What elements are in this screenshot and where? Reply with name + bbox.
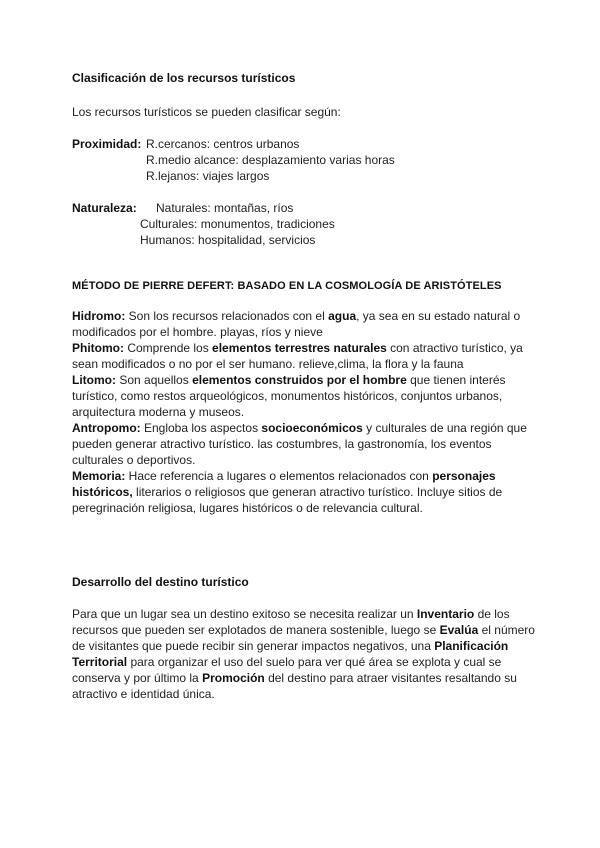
term-memoria: Memoria:: [72, 469, 126, 483]
paragraph-text: de los recursos que pueden ser explotados de manera sostenible, luego se: [72, 607, 510, 637]
keyword-agua: agua: [328, 309, 357, 323]
naturaleza-label: Naturaleza:: [72, 201, 137, 215]
definition-text: que tienen interés turístico, como restos arqueológicos, monumentos históricos, conjuntos urbanos, arquitectura moderna y museos.: [72, 373, 506, 419]
naturaleza-item: Culturales: monumentos, tradiciones: [140, 217, 335, 231]
definition-text: Son los recursos relacionados con el: [125, 309, 329, 323]
proximidad-label: Proximidad:: [72, 137, 142, 151]
definition-antropomo: [72, 420, 536, 468]
paragraph-text: del destino para atraer visitantes resaltando su atractivo e identidad única.: [72, 671, 517, 701]
keyword-elementos-terrestres: elementos terrestres naturales: [212, 341, 387, 355]
definition-phitomo: [72, 340, 536, 372]
definition-text: , ya sea en su estado natural o modificados por el hombre. playas, ríos y nieve: [72, 309, 521, 339]
proximidad-item: R.medio alcance: desplazamiento varias horas: [146, 153, 395, 167]
keyword-socioeconomicos: socioeconómicos: [261, 421, 363, 435]
term-antropomo: Antropomo:: [72, 421, 141, 435]
definition-litomo: [72, 372, 536, 420]
naturaleza-item: Naturales: montañas, ríos: [156, 201, 294, 215]
definition-text: Son aquellos: [116, 373, 193, 387]
section-title-metodo-defert: MÉTODO DE PIERRE DEFERT: BASADO EN LA COSMOLOGÍA DE ARISTÓTELES: [72, 280, 502, 292]
proximidad-item: R.cercanos: centros urbanos: [146, 137, 300, 151]
keyword-elementos-construidos: elementos construidos por el hombre: [192, 373, 407, 387]
section-title-desarrollo: Desarrollo del destino turístico: [72, 575, 249, 589]
keyword-planificacion-territorial: Planificación Territorial: [72, 639, 509, 669]
definition-text: y culturales de una región que pueden generar atractivo turístico. las costumbres, la gastronomía, los eventos culturales o deportivos.: [72, 421, 527, 467]
keyword-promocion: Promoción: [202, 671, 265, 685]
keyword-inventario: Inventario: [416, 607, 475, 621]
term-phitomo: Phitomo:: [72, 341, 124, 355]
term-litomo: Litomo:: [72, 373, 116, 387]
definition-text: Comprende los: [124, 341, 213, 355]
term-hidromo: Hidromo:: [72, 309, 126, 323]
definition-text: con atractivo turístico, ya sean modificados o no por el ser humano. relieve,clima, la flora y la fauna: [72, 341, 523, 371]
section-title-clasificacion: Clasificación de los recursos turísticos: [72, 71, 296, 85]
definition-text: literarios o religiosos que generan atractivo turístico. Incluye sitios de peregrinación religiosa, lugares históricos o de relevancia cultural.: [72, 485, 503, 515]
naturaleza-item: Humanos: hospitalidad, servicios: [140, 233, 316, 247]
keyword-personajes-historicos: personajes históricos,: [72, 469, 496, 499]
definition-text: Engloba los aspectos: [140, 421, 262, 435]
paragraph-text: el número de visitantes que puede recibir sin generar impactos negativos, una: [72, 623, 535, 653]
definition-hidromo: [72, 308, 536, 340]
proximidad-item: R.lejanos: viajes largos: [146, 169, 270, 183]
intro-text: Los recursos turísticos se pueden clasificar según:: [72, 105, 341, 119]
keyword-evalua: Evalúa: [439, 623, 479, 637]
desarrollo-paragraph: [72, 606, 536, 702]
definition-memoria: [72, 468, 536, 516]
paragraph-text: Para que un lugar sea un destino exitoso se necesita realizar un: [72, 607, 417, 621]
paragraph-text: para organizar el uso del suelo para ver qué área se explota y cual se conserva y por último la: [72, 655, 502, 685]
definition-text: Hace referencia a lugares o elementos relacionados con: [125, 469, 433, 483]
